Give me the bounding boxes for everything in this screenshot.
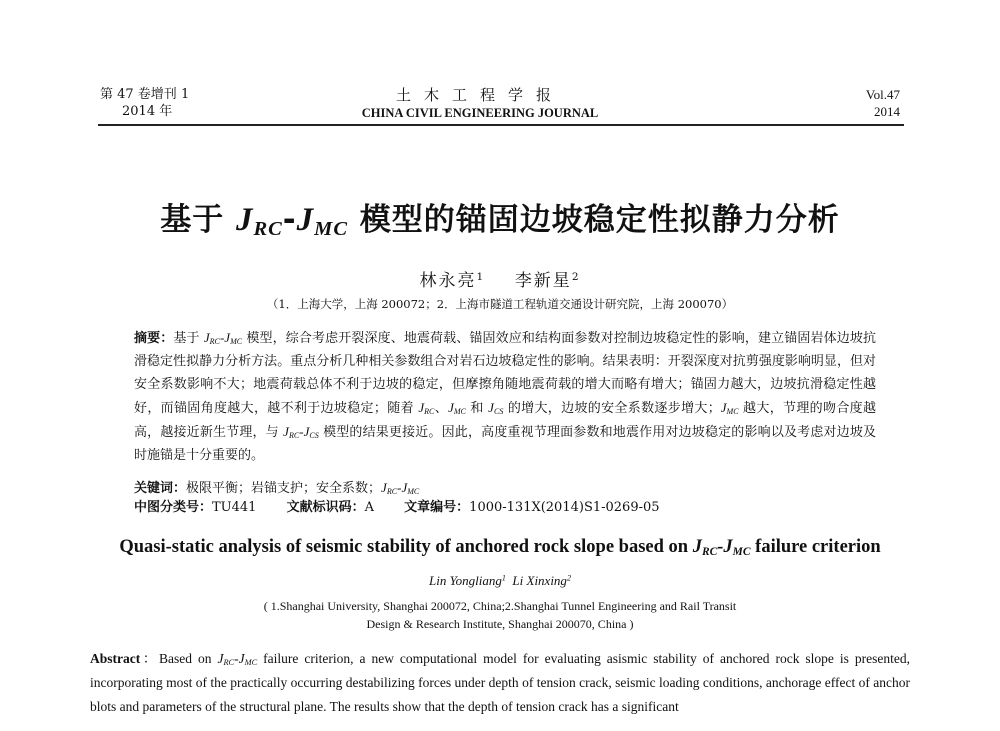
abs-sub-cs-b: CS xyxy=(309,431,319,440)
paper-title xyxy=(0,194,1000,239)
title-sub-mc: MC xyxy=(314,218,348,241)
article-number: 1000-131X(2014)S1-0269-05 xyxy=(469,500,660,515)
abs-sub-mc-b: MC xyxy=(453,407,466,416)
en-title-suffix: failure criterion xyxy=(750,537,881,557)
title-prefix: 基于 xyxy=(160,202,237,238)
kw-sub-mc: MC xyxy=(407,487,420,496)
abs-j-c: J xyxy=(418,400,425,415)
abs-hyphen-a: - xyxy=(219,330,225,345)
en-abs-hyphen: - xyxy=(234,651,239,666)
abs-j-d: J xyxy=(448,400,454,415)
abs-sub-cs-a: CS xyxy=(493,407,504,416)
en-title-jrc-jmc xyxy=(693,537,751,557)
author-2-mark: 2 xyxy=(571,271,581,284)
abs-j-g: J xyxy=(283,424,289,439)
abs-j-a: J xyxy=(203,330,210,345)
author-en-1: Lin Yongliang xyxy=(429,573,502,588)
abs-j-h: J xyxy=(303,424,310,439)
en-abs-j-b: J xyxy=(238,651,245,666)
authors-en xyxy=(0,573,1000,589)
kw-sub-rc: RC xyxy=(386,487,398,496)
keywords-text: 极限平衡；岩锚支护；安全系数； xyxy=(186,481,382,496)
kw-j-a: J xyxy=(381,480,387,495)
title-var-j2 xyxy=(296,202,348,241)
abstract-cn-text-3: 、 xyxy=(434,401,449,416)
title-j2: J xyxy=(296,202,315,238)
running-header-left xyxy=(100,86,189,120)
en-abs-sub-mc: MC xyxy=(244,658,258,668)
en-title-j-b: J xyxy=(723,537,733,557)
abstract-cn-jmc-2 xyxy=(721,400,739,415)
abs-hyphen-b: - xyxy=(299,424,304,439)
abstract-cn-text-5: 的增大，边坡的安全系数逐步增大； xyxy=(503,401,721,416)
abs-sub-mc-c: MC xyxy=(726,407,739,416)
abstract-cn-text-1: 基于 xyxy=(173,331,204,346)
abstract-cn-text-7: 模型的结果更接近。因此，高度重视节理面参数和地震作用对边坡稳定的影响以及考虑对边坡及时施锚是十分重要的。 xyxy=(134,425,876,463)
title-suffix: 模型的锚固边坡稳定性拟静力分析 xyxy=(347,202,840,238)
affiliation: （1．上海大学，上海 200072；2．上海市隧道工程轨道交通设计研究院，上海 200070） xyxy=(266,297,734,311)
abstract-en xyxy=(90,647,910,719)
title-sub-rc: RC xyxy=(253,218,283,241)
affiliation-en-line-1: ( 1.Shanghai University, Shanghai 200072, China;2.Shanghai Tunnel Engineering and Rail Transit xyxy=(263,599,737,613)
abstract-cn-jcs xyxy=(488,400,503,415)
abs-j-b: J xyxy=(224,330,231,345)
clc-number: TU441 xyxy=(212,500,257,515)
keywords-label: 关键词： xyxy=(134,481,187,496)
abs-sub-rc-c: RC xyxy=(288,431,300,440)
abstract-cn xyxy=(134,326,876,467)
doc-code: A xyxy=(364,500,375,515)
author-en-2-mark: 2 xyxy=(566,573,571,583)
author-1-mark: 1 xyxy=(476,271,486,284)
abstract-cn-text-2: 模型，综合考虑开裂深度、地震荷载、锚固效应和结构面参数对控制边坡稳定性的影响，建立锚固岩体边坡抗滑稳定性拟静力分析方法。重点分析几种相关参数组合对岩石边坡稳定性的影响。结果表明：开裂深度对抗剪强度影响明显，但对安全系数影响不大；地震荷载总体不利于边坡的稳定，但摩擦角随地震荷载的增大而略有增大；锚固力越大，边坡抗滑稳定性越好，而锚固角度越大，越不利于边坡稳定；随着 xyxy=(134,331,876,416)
title-dash: - xyxy=(282,202,297,238)
volume-en: Vol.47 xyxy=(865,87,900,102)
keywords xyxy=(134,478,419,499)
paper-title-en xyxy=(0,537,1000,558)
journal-name xyxy=(300,86,660,122)
abstract-cn-jrc-jcs xyxy=(283,424,319,439)
journal-name-cn: 土木工程学报 xyxy=(395,86,564,104)
abstract-cn-jmc xyxy=(448,400,466,415)
abstract-cn-text-6: 越大，节理的吻合度越高，越接近新生节理，与 xyxy=(134,401,876,440)
running-header-right xyxy=(866,86,900,120)
en-title-j-a: J xyxy=(692,537,702,557)
abstract-cn-jrc xyxy=(418,400,434,415)
volume-issue: 第 47 卷增刊 1 xyxy=(100,87,190,102)
abs-sub-rc-b: RC xyxy=(424,407,435,416)
abs-sub-mc-a: MC xyxy=(230,337,243,346)
kw-hyphen: - xyxy=(397,480,402,495)
kw-j-b: J xyxy=(401,480,408,495)
keywords-jrc-jmc xyxy=(381,480,419,495)
en-title-text: Quasi-static analysis of seismic stability of anchored rock slope based on xyxy=(119,537,693,557)
year-en: 2014 xyxy=(874,104,900,119)
year: 2014 年 xyxy=(122,104,173,119)
abs-j-e: J xyxy=(488,400,494,415)
abstract-en-text-1: Based on xyxy=(158,651,218,666)
abstract-cn-jrc-jmc xyxy=(204,330,242,345)
abstract-cn-label: 摘要： xyxy=(134,331,174,346)
author-en-1-mark: 1 xyxy=(501,573,506,583)
en-title-sub-rc: RC xyxy=(701,545,718,558)
en-abs-sub-rc: RC xyxy=(223,658,235,668)
en-abs-j-a: J xyxy=(217,651,224,666)
abs-sub-rc-a: RC xyxy=(209,337,220,346)
en-title-sub-mc: MC xyxy=(732,545,751,558)
abstract-en-label: Abstract xyxy=(90,651,141,666)
classification xyxy=(134,498,660,518)
author-en-2: Li Xinxing xyxy=(512,573,567,588)
author-1: 林永亮 xyxy=(419,271,477,291)
author-2: 李新星 xyxy=(514,271,572,291)
title-var-j1 xyxy=(236,202,283,241)
abstract-en-jrc-jmc xyxy=(217,651,257,666)
authors xyxy=(0,266,1000,291)
abstract-en-colon: ： xyxy=(140,651,159,666)
title-j1: J xyxy=(236,202,254,238)
header-rule xyxy=(98,124,904,126)
abstract-en-text-2: failure criterion, a new computational model for evaluating asismic stability of anchored rock slope is presented, incorporating most of the practically occurring destabilizing forces under depth of tension crack, seismic loading conditions, anchorage effect of anchor blots and parameters of the structural plane. The results show that the depth of tension crack has a significant xyxy=(90,651,911,714)
abs-j-f: J xyxy=(720,400,727,415)
article-number-label: 文章编号： xyxy=(404,500,470,515)
en-title-hyphen: - xyxy=(717,537,724,557)
doc-code-label: 文献标识码： xyxy=(286,500,365,515)
abstract-cn-text-4: 和 xyxy=(465,401,489,416)
affiliation-en xyxy=(0,597,1000,633)
clc-label: 中图分类号： xyxy=(134,500,213,515)
journal-name-en: CHINA CIVIL ENGINEERING JOURNAL xyxy=(361,106,599,120)
affiliation-en-line-2: Design & Research Institute, Shanghai 200070, China ) xyxy=(366,617,634,631)
